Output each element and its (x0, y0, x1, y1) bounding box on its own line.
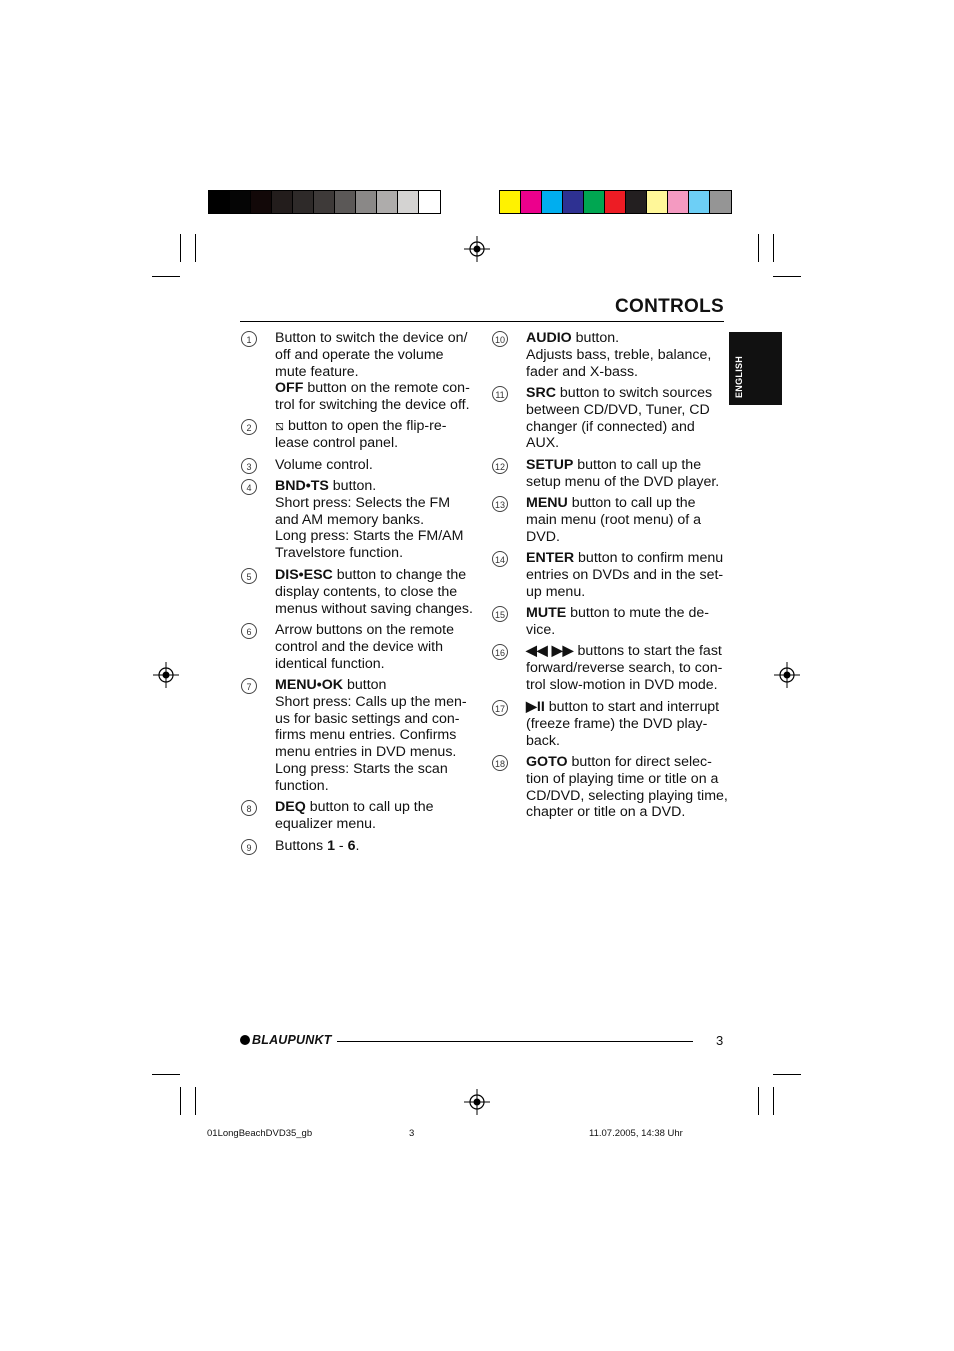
color-swatch (668, 191, 689, 213)
item-number-badge: 14 (492, 551, 508, 567)
item-number-badge: 4 (241, 479, 257, 495)
color-swatch-strip (499, 190, 732, 214)
item-description: Buttons 1 - 6. (275, 838, 360, 854)
registration-mark-icon (774, 662, 800, 688)
color-swatch (230, 191, 251, 213)
color-swatch (563, 191, 584, 213)
item-number-badge: 11 (492, 386, 508, 402)
title-rule (240, 321, 724, 322)
item-description: ▶II button to start and interrupt (freeze frame) the DVD play- back. (526, 699, 720, 749)
item-number-badge: 8 (241, 800, 257, 816)
item-number-badge: 6 (241, 623, 257, 639)
crop-mark (773, 234, 774, 262)
crop-mark (195, 1087, 196, 1115)
color-swatch (377, 191, 398, 213)
item-description: ◀◀ ▶▶ buttons to start the fast forward/reverse search, to con- trol slow-motion in DVD mode. (526, 643, 723, 693)
color-swatch (356, 191, 377, 213)
item-number-badge: 9 (241, 839, 257, 855)
gray-swatch-strip (208, 190, 441, 214)
color-swatch (626, 191, 647, 213)
print-file-name: 01LongBeachDVD35_gb (207, 1128, 313, 1139)
crop-mark (195, 234, 196, 262)
color-swatch (419, 191, 440, 213)
item-description: Arrow buttons on the remote control and the device with identical function. (275, 622, 455, 672)
item-number-badge: 16 (492, 644, 508, 660)
item-number-badge: 18 (492, 755, 508, 771)
crop-mark (773, 1087, 774, 1115)
item-number-badge: 13 (492, 496, 508, 512)
page-number: 3 (716, 1033, 724, 1048)
crop-mark (152, 276, 180, 277)
color-swatch (314, 191, 335, 213)
item-description: MENU button to call up the main menu (root menu) of a DVD. (526, 495, 702, 545)
color-swatch (500, 191, 521, 213)
item-description: Button to switch the device on/ off and operate the volume mute feature. OFF button on the remote con- trol for switching the device off. (275, 330, 470, 414)
item-number-badge: 10 (492, 331, 508, 347)
item-description: DEQ button to call up the equalizer menu. (275, 799, 434, 832)
item-description: Volume control. (275, 457, 373, 473)
item-description: DIS•ESC button to change the display contents, to close the menus without saving changes. (275, 567, 473, 617)
item-description: GOTO button for direct selec- tion of playing time or title on a CD/DVD, selecting playing time, chapter or title on a DVD. (526, 754, 728, 821)
crop-mark (758, 1087, 759, 1115)
crop-mark (773, 276, 801, 277)
color-swatch (272, 191, 293, 213)
page-title: CONTROLS (614, 296, 724, 317)
registration-mark-icon (153, 662, 179, 688)
crop-mark (180, 1087, 181, 1115)
crop-mark (758, 234, 759, 262)
language-tab-label: ENGLISH (734, 355, 744, 398)
print-date: 11.07.2005, 14:38 Uhr (589, 1128, 683, 1139)
color-swatch (647, 191, 668, 213)
brand-logo: BLAUPUNKT (240, 1033, 332, 1047)
color-swatch (584, 191, 605, 213)
item-number-badge: 2 (241, 419, 257, 435)
item-description: MUTE button to mute the de- vice. (526, 605, 709, 638)
color-swatch (335, 191, 356, 213)
color-swatch (209, 191, 230, 213)
color-swatch (689, 191, 710, 213)
language-tab (729, 332, 782, 405)
brand-dot-icon (240, 1035, 250, 1045)
item-number-badge: 5 (241, 568, 257, 584)
item-description: BND•TS button. Short press: Selects the FM and AM memory banks. Long press: Starts the FM/AM Travelstore function. (275, 478, 464, 562)
item-number-badge: 3 (241, 458, 257, 474)
crop-mark (152, 1074, 180, 1075)
footer-rule (337, 1041, 693, 1042)
registration-mark-icon (464, 236, 490, 262)
color-swatch (293, 191, 314, 213)
item-description: AUDIO button. Adjusts bass, treble, balance, fader and X-bass. (526, 330, 712, 380)
item-description: ENTER button to confirm menu entries on DVDs and in the set- up menu. (526, 550, 724, 600)
color-swatch (710, 191, 731, 213)
crop-mark (773, 1074, 801, 1075)
item-number-badge: 12 (492, 458, 508, 474)
color-swatch (398, 191, 419, 213)
item-description: SRC button to switch sources between CD/DVD, Tuner, CD changer (if connected) and AUX. (526, 385, 713, 452)
color-swatch (605, 191, 626, 213)
item-description: ⧅ button to open the flip-re- lease control panel. (275, 418, 447, 451)
color-swatch (521, 191, 542, 213)
registration-mark-icon (464, 1089, 490, 1115)
color-swatch (542, 191, 563, 213)
item-description: MENU•OK button Short press: Calls up the men- us for basic settings and con- firms menu entries. Confirms menu entries in DVD menus. Long press: Starts the scan function. (275, 677, 467, 794)
item-number-badge: 17 (492, 700, 508, 716)
color-swatch (251, 191, 272, 213)
item-number-badge: 7 (241, 678, 257, 694)
crop-mark (180, 234, 181, 262)
item-number-badge: 15 (492, 606, 508, 622)
item-description: SETUP button to call up the setup menu of the DVD player. (526, 457, 720, 490)
item-number-badge: 1 (241, 331, 257, 347)
print-page-number: 3 (409, 1128, 415, 1139)
